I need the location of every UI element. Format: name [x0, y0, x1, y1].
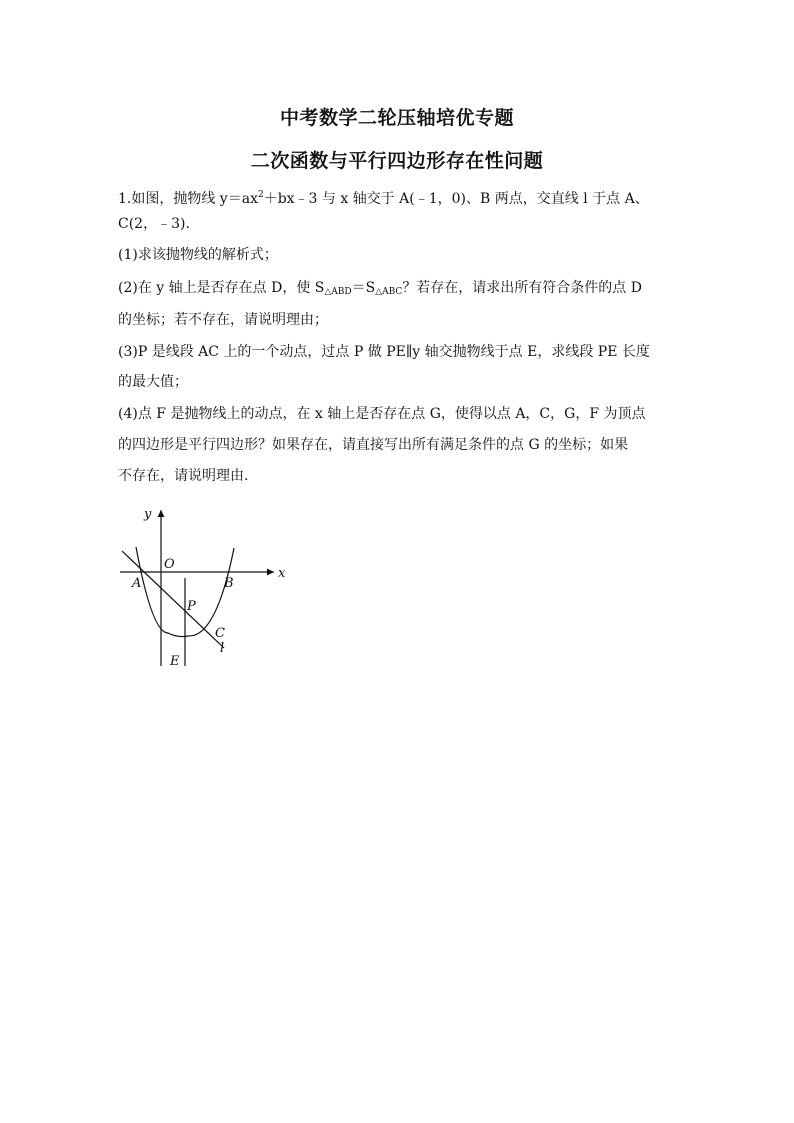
- label-e: E: [170, 654, 180, 669]
- subscript: △ABD: [324, 287, 352, 297]
- label-y: y: [144, 507, 152, 522]
- question-2-line-2: 的坐标；若不存在，请说明理由；: [118, 312, 328, 328]
- label-p: P: [187, 599, 196, 614]
- question-4: (4)点 F 是抛物线上的动点，在 x 轴上是否存在点 G，使得以点 A，C，G，F 为顶点: [118, 406, 646, 422]
- problem-text: ？若存在，请求出所有符合条件的点 D: [402, 280, 642, 296]
- question-1: (1)求该抛物线的解析式；: [118, 247, 278, 263]
- problem-text: ＋bx﹣3 与 x 轴交于 A(﹣1，0)、B 两点，交直线 l 于点 A、: [263, 191, 649, 207]
- label-a: A: [132, 576, 142, 591]
- label-b: B: [224, 576, 234, 591]
- parabola-figure: [114, 498, 294, 673]
- question-4-line-2: 的四边形是平行四边形？如果存在，请直接写出所有满足条件的点 G 的坐标；如果: [118, 437, 629, 453]
- superscript: 2: [257, 190, 264, 200]
- question-3-line-2: 的最大值；: [118, 374, 188, 390]
- problem-line-1: [118, 186, 708, 208]
- question-2: [118, 279, 708, 301]
- label-l: l: [220, 641, 225, 656]
- problem-text: ＝S: [351, 280, 376, 296]
- label-c: C: [215, 626, 225, 641]
- question-4-line-3: 不存在，请说明理由.: [118, 468, 249, 484]
- problem-text: (2)在 y 轴上是否存在点 D，使 S: [118, 280, 325, 296]
- page-title: 中考数学二轮压轴培优专题: [279, 107, 514, 129]
- problem-text: 1.如图，抛物线 y＝ax: [118, 191, 258, 207]
- question-3: (3)P 是线段 AC 上的一个动点，过点 P 做 PE∥y 轴交抛物线于点 E，求线段 PE 长度: [118, 344, 650, 360]
- page-subtitle: 二次函数与平行四边形存在性问题: [250, 150, 544, 172]
- subscript: △ABC: [375, 287, 403, 297]
- label-o: O: [164, 557, 175, 572]
- label-x: x: [278, 566, 286, 581]
- problem-line-2: C(2，﹣3).: [118, 216, 190, 232]
